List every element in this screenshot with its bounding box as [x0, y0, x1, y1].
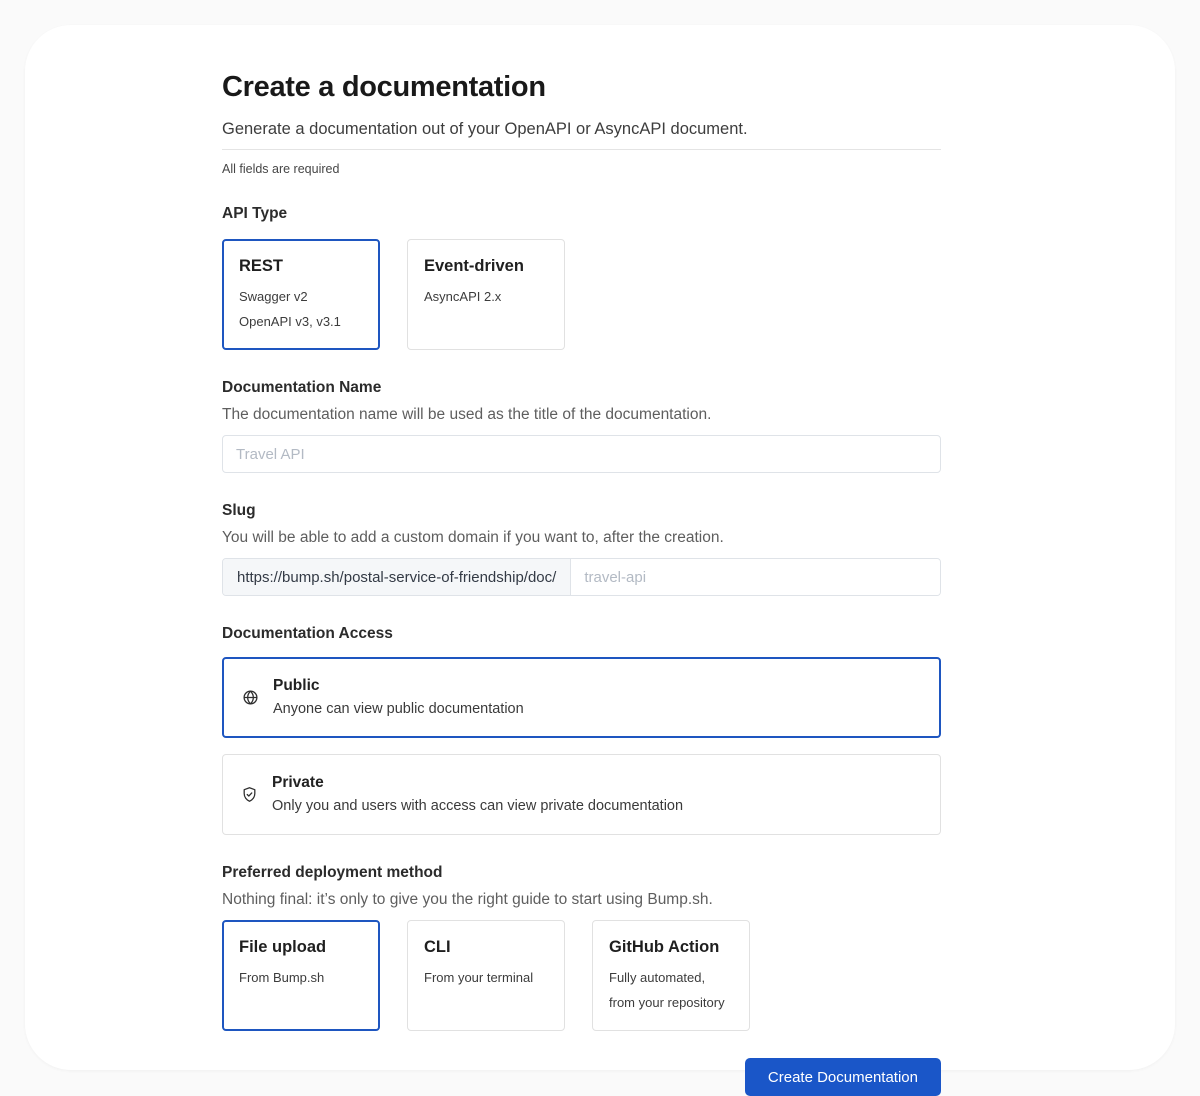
option-title: CLI: [424, 938, 451, 956]
access-option-description: Anyone can view public documentation: [273, 701, 524, 717]
option-line: Swagger v2: [239, 289, 308, 304]
slug-helper: You will be able to add a custom domain if you want to, after the creation.: [222, 529, 724, 546]
option-line: Fully automated,: [609, 970, 706, 985]
documentation-name-helper: The documentation name will be used as the title of the documentation.: [222, 406, 712, 423]
slug-input[interactable]: [571, 559, 940, 595]
slug-url-prefix: https://bump.sh/postal-service-of-friendship/doc/: [223, 559, 571, 595]
option-line: OpenAPI v3, v3.1: [239, 314, 341, 329]
documentation-name-input[interactable]: [222, 435, 941, 473]
page-subtitle: Generate a documentation out of your OpenAPI or AsyncAPI document.: [222, 120, 748, 138]
option-line: from your repository: [609, 995, 725, 1010]
option-title: Event-driven: [424, 257, 524, 275]
main-card: [25, 25, 1175, 1086]
deployment-method-helper: Nothing final: it’s only to give you the right guide to start using Bump.sh.: [222, 891, 713, 908]
slug-label: Slug: [222, 502, 256, 519]
slug-input-group: [222, 558, 941, 596]
shield-check-icon: [241, 786, 258, 803]
documentation-access-label: Documentation Access: [222, 625, 393, 642]
required-note: All fields are required: [222, 162, 340, 176]
api-type-option-event-driven[interactable]: [407, 239, 565, 350]
deployment-options: [222, 920, 941, 1031]
option-title: File upload: [239, 938, 327, 956]
access-option-public[interactable]: [222, 657, 941, 738]
api-type-options: [222, 239, 941, 350]
page-title: Create a documentation: [222, 71, 546, 103]
option-line: From Bump.sh: [239, 970, 325, 985]
access-option-private[interactable]: [222, 754, 941, 835]
documentation-name-label: Documentation Name: [222, 379, 382, 396]
option-title: REST: [239, 257, 284, 275]
option-line: AsyncAPI 2.x: [424, 289, 502, 304]
create-documentation-button[interactable]: Create Documentation: [745, 1058, 941, 1096]
access-option-title: Private: [272, 774, 324, 791]
header-divider: [222, 149, 941, 150]
submit-row: [222, 1058, 941, 1096]
option-line: From your terminal: [424, 970, 534, 985]
deployment-method-label: Preferred deployment method: [222, 864, 443, 881]
api-type-option-rest[interactable]: [222, 239, 380, 350]
api-type-label: API Type: [222, 205, 288, 222]
access-option-description: Only you and users with access can view private documentation: [272, 798, 684, 814]
deployment-option-github-action[interactable]: [592, 920, 750, 1031]
deployment-option-cli[interactable]: [407, 920, 565, 1031]
option-title: GitHub Action: [609, 938, 720, 956]
deployment-option-file-upload[interactable]: [222, 920, 380, 1031]
access-option-title: Public: [273, 677, 320, 694]
form-content: [222, 25, 941, 1096]
globe-icon: [242, 689, 259, 706]
